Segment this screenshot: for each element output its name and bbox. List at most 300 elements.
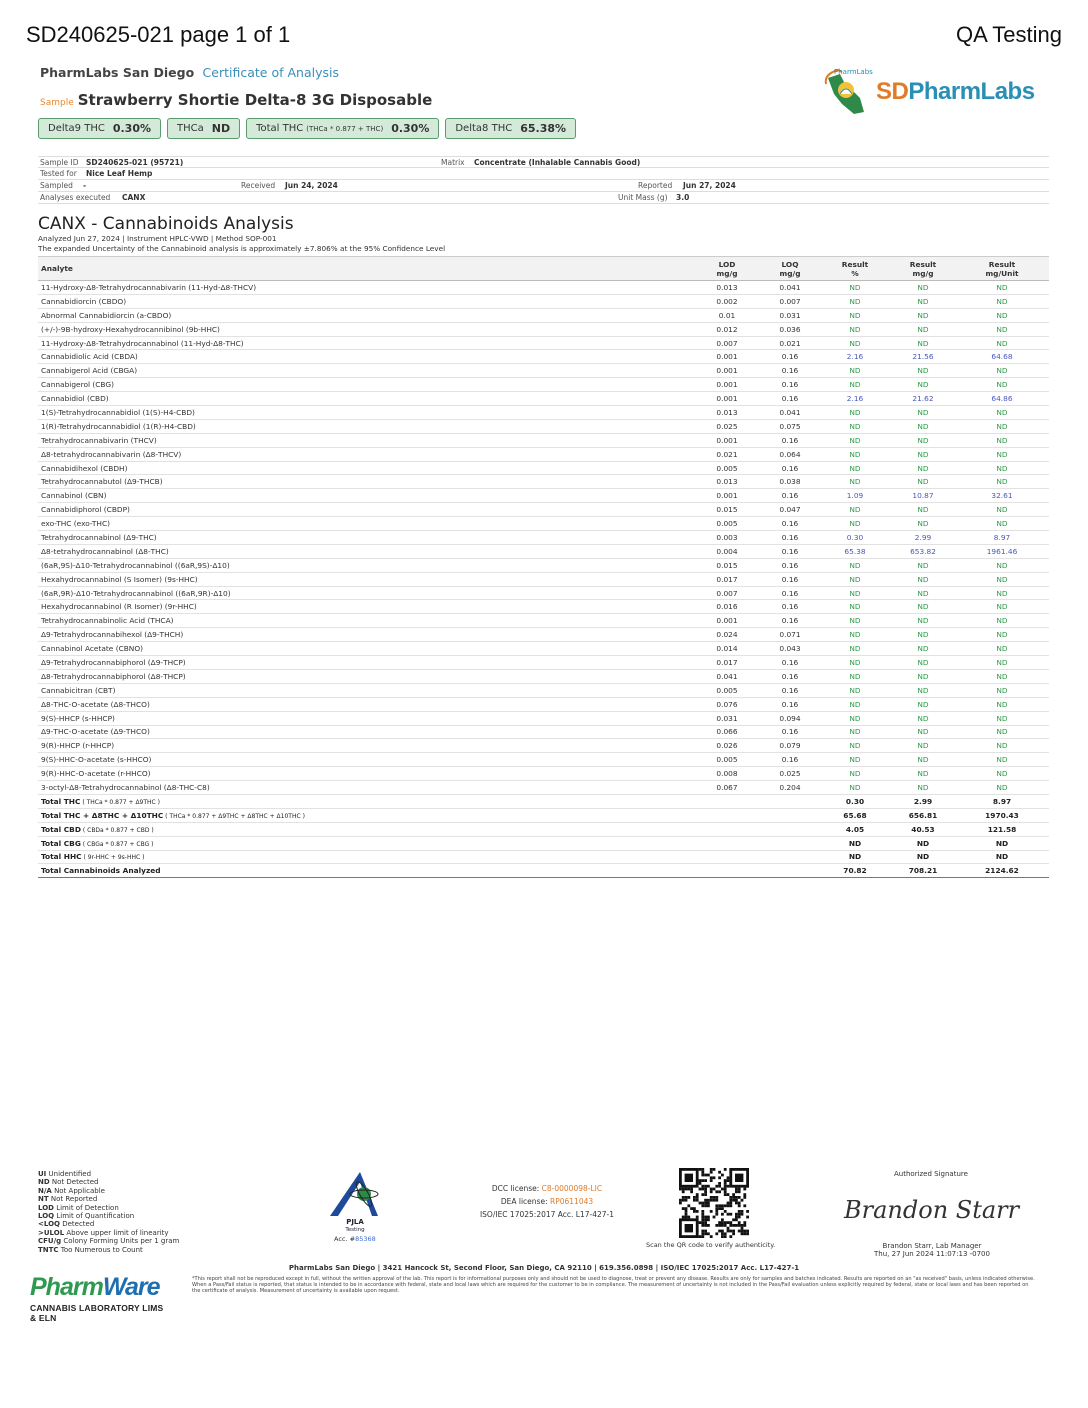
table-cell: 656.81	[891, 808, 955, 822]
table-cell: ND	[819, 628, 891, 642]
lab-line	[40, 65, 339, 80]
table-cell: ND	[955, 447, 1049, 461]
table-cell: 0.076	[693, 697, 761, 711]
footer-disclaimer: *This report shall not be reproduced except in full, without the written approval of the lab. This report is for informational purposes only and should not be used to diagnose, treat or prevent any disease. Results are only for samples and batches indicated. Results are reported on an "as received" basis, unless indicated otherwise. When a Pass/Fail status is reported, that status is intended to be in accordance with federal, state and local laws which are required for the customer to be in compliance. The measurement of uncertainty is not included in the Pass/Fail evaluation unless explicitly required by federal, state or local laws and has been reported on the certificate of analysis. Measurement of uncertainty is available upon request.	[192, 1276, 1035, 1294]
table-cell: ND	[955, 336, 1049, 350]
table-cell: ND	[819, 419, 891, 433]
table-cell: ND	[955, 642, 1049, 656]
signature-heading: Authorized Signature	[894, 1170, 968, 1178]
table-cell	[761, 794, 819, 808]
table-cell: 9(S)-HHCP (s-HHCP)	[38, 711, 693, 725]
table-cell: ND	[819, 753, 891, 767]
table-cell: ND	[819, 711, 891, 725]
table-body	[38, 281, 1049, 878]
table-cell: ND	[955, 628, 1049, 642]
table-cell: exo-THC (exo-THC)	[38, 517, 693, 531]
table-cell: ND	[819, 669, 891, 683]
page-header-right: QA Testing	[956, 22, 1062, 47]
table-row	[38, 489, 1049, 503]
analysis-info: Analyzed Jun 27, 2024 | Instrument HPLC-VWD | Method SOP-001	[38, 234, 277, 243]
table-cell: ND	[955, 753, 1049, 767]
table-cell: 0.005	[693, 683, 761, 697]
table-cell: 9(R)-HHCP (r-HHCP)	[38, 739, 693, 753]
table-cell: 0.16	[761, 517, 819, 531]
table-cell: ND	[955, 503, 1049, 517]
table-cell	[761, 864, 819, 878]
table-cell: ND	[955, 850, 1049, 864]
table-row	[38, 697, 1049, 711]
table-cell: ND	[955, 308, 1049, 322]
summary-pills	[38, 118, 576, 139]
table-cell: ND	[891, 572, 955, 586]
pjla-logo-icon	[320, 1168, 390, 1220]
table-row	[38, 558, 1049, 572]
table-cell: Tetrahydrocannabutol (Δ9-THCB)	[38, 475, 693, 489]
table-cell: ND	[891, 711, 955, 725]
table-cell: 0.015	[693, 558, 761, 572]
table-cell: 0.16	[761, 392, 819, 406]
table-cell: ND	[891, 725, 955, 739]
table-cell: 0.071	[761, 628, 819, 642]
table-cell: ND	[819, 378, 891, 392]
table-cell: ND	[891, 642, 955, 656]
table-cell: ND	[955, 364, 1049, 378]
table-cell: ND	[891, 558, 955, 572]
column-header: Result mg/Unit	[955, 257, 1049, 281]
table-cell: ND	[955, 739, 1049, 753]
table-cell: ND	[819, 364, 891, 378]
handwritten-signature	[840, 1188, 1030, 1228]
table-cell: ND	[955, 378, 1049, 392]
table-cell: 0.041	[693, 669, 761, 683]
table-cell: ND	[891, 503, 955, 517]
table-cell: 0.025	[693, 419, 761, 433]
table-cell: Total HHC ( 9r-HHC + 9s-HHC )	[38, 850, 693, 864]
legend-item: >ULOL Above upper limit of linearity	[38, 1228, 169, 1237]
table-cell: 65.38	[819, 544, 891, 558]
table-cell	[761, 850, 819, 864]
table-cell: ND	[819, 656, 891, 670]
pjla-sub: Testing	[345, 1227, 365, 1233]
table-cell: 0.16	[761, 683, 819, 697]
table-cell: ND	[819, 461, 891, 475]
table-cell: 0.047	[761, 503, 819, 517]
sample-tag: Sample	[40, 98, 74, 108]
table-cell: 0.031	[693, 711, 761, 725]
table-cell: ND	[891, 447, 955, 461]
table-cell: Hexahydrocannabinol (S Isomer) (9s-HHC)	[38, 572, 693, 586]
table-cell: 0.001	[693, 489, 761, 503]
table-cell: 0.015	[693, 503, 761, 517]
page-title: SD240625-021 page 1 of 1	[26, 22, 291, 47]
table-cell: 0.031	[761, 308, 819, 322]
legend-item: LOQ Limit of Quantification	[38, 1212, 135, 1221]
logo-arc-text: PharmLabs	[834, 68, 873, 76]
table-cell	[693, 808, 761, 822]
table-cell: ND	[955, 725, 1049, 739]
table-cell: 0.007	[693, 586, 761, 600]
table-cell: 0.094	[761, 711, 819, 725]
verification-qr-code[interactable]	[679, 1168, 749, 1238]
table-cell: ND	[891, 600, 955, 614]
table-cell: 0.16	[761, 558, 819, 572]
table-cell: Δ8-tetrahydrocannabinol (Δ8-THC)	[38, 544, 693, 558]
table-cell	[693, 822, 761, 836]
table-cell: 21.62	[891, 392, 955, 406]
table-cell: ND	[955, 406, 1049, 420]
table-cell: 1(S)-Tetrahydrocannabidiol (1(S)-H4-CBD)	[38, 406, 693, 420]
table-cell: ND	[819, 614, 891, 628]
uncertainty-note: The expanded Uncertainty of the Cannabinoid analysis is approximately ±7.806% at the 95% Confidence Level	[38, 244, 446, 253]
table-cell: Total CBD ( CBDa * 0.877 + CBD )	[38, 822, 693, 836]
table-cell: ND	[891, 378, 955, 392]
table-cell: 0.026	[693, 739, 761, 753]
table-cell: Δ8-tetrahydrocannabivarin (Δ8-THCV)	[38, 447, 693, 461]
table-cell: 0.075	[761, 419, 819, 433]
column-header: Result %	[819, 257, 891, 281]
table-cell: ND	[955, 586, 1049, 600]
table-cell: 0.001	[693, 392, 761, 406]
table-cell: 0.043	[761, 642, 819, 656]
table-cell: 0.16	[761, 350, 819, 364]
table-cell: 0.16	[761, 600, 819, 614]
table-cell: 0.064	[761, 447, 819, 461]
table-cell: (6aR,9S)-Δ10-Tetrahydrocannabinol ((6aR,9S)-Δ10)	[38, 558, 693, 572]
table-row	[38, 781, 1049, 795]
table-row	[38, 281, 1049, 295]
pill-delta8-thc: Delta8 THC 65.38%	[445, 118, 576, 139]
table-cell: 21.56	[891, 350, 955, 364]
table-cell: 0.001	[693, 433, 761, 447]
total-row	[38, 794, 1049, 808]
table-cell: 0.004	[693, 544, 761, 558]
table-cell: ND	[955, 836, 1049, 850]
pjla-name: PJLA	[346, 1218, 364, 1226]
table-cell: 0.008	[693, 767, 761, 781]
sdpharmlabs-logo	[820, 64, 1060, 120]
table-cell: ND	[955, 683, 1049, 697]
table-cell: 0.16	[761, 461, 819, 475]
table-cell: 0.16	[761, 586, 819, 600]
pjla-accreditation-badge	[320, 1168, 390, 1248]
table-cell: 0.001	[693, 378, 761, 392]
table-row	[38, 322, 1049, 336]
document-type: Certificate of Analysis	[202, 65, 339, 80]
table-row	[38, 600, 1049, 614]
table-cell: 0.16	[761, 614, 819, 628]
table-cell: 0.013	[693, 281, 761, 295]
table-row	[38, 614, 1049, 628]
table-row	[38, 433, 1049, 447]
table-cell: 0.025	[761, 767, 819, 781]
table-cell: 0.30	[819, 794, 891, 808]
table-cell: 9(R)-HHC-O-acetate (r-HHCO)	[38, 767, 693, 781]
table-cell: ND	[955, 600, 1049, 614]
table-cell: ND	[819, 336, 891, 350]
table-cell: 8.97	[955, 531, 1049, 545]
table-cell: ND	[891, 475, 955, 489]
table-cell: ND	[819, 697, 891, 711]
table-cell: Total CBG ( CBGa * 0.877 + CBG )	[38, 836, 693, 850]
table-row	[38, 531, 1049, 545]
table-row	[38, 753, 1049, 767]
table-cell: Cannabidiphorol (CBDP)	[38, 503, 693, 517]
legend-item: LOD Limit of Detection	[38, 1203, 119, 1212]
table-cell: ND	[819, 322, 891, 336]
table-cell: ND	[891, 281, 955, 295]
table-row	[38, 503, 1049, 517]
table-cell: Δ9-Tetrahydrocannabiphorol (Δ9-THCP)	[38, 656, 693, 670]
table-cell: ND	[891, 364, 955, 378]
table-cell: ND	[955, 669, 1049, 683]
table-cell: ND	[955, 322, 1049, 336]
table-row	[38, 586, 1049, 600]
table-cell: ND	[955, 461, 1049, 475]
table-cell: ND	[891, 308, 955, 322]
pill-total-thc: Total THC (THCa * 0.877 + THC) 0.30%	[246, 118, 439, 139]
table-cell	[693, 864, 761, 878]
table-cell: Cannabicitran (CBT)	[38, 683, 693, 697]
cannabinoid-results-table	[38, 256, 1049, 878]
table-row	[38, 475, 1049, 489]
table-row	[38, 364, 1049, 378]
table-cell: ND	[819, 586, 891, 600]
table-cell: ND	[891, 767, 955, 781]
total-row	[38, 808, 1049, 822]
table-cell: ND	[955, 475, 1049, 489]
table-cell: ND	[891, 406, 955, 420]
table-cell: 10.87	[891, 489, 955, 503]
table-cell: ND	[955, 572, 1049, 586]
table-row	[38, 419, 1049, 433]
table-cell: 0.005	[693, 753, 761, 767]
table-cell: ND	[955, 433, 1049, 447]
table-row	[38, 308, 1049, 322]
table-cell: ND	[955, 697, 1049, 711]
table-cell: 32.61	[955, 489, 1049, 503]
table-cell: 0.021	[761, 336, 819, 350]
table-cell: 0.041	[761, 406, 819, 420]
table-cell: 1961.46	[955, 544, 1049, 558]
table-row	[38, 642, 1049, 656]
table-row	[38, 711, 1049, 725]
table-cell	[761, 822, 819, 836]
table-cell: ND	[819, 739, 891, 753]
table-cell: 0.041	[761, 281, 819, 295]
table-cell: 0.066	[693, 725, 761, 739]
table-cell: Δ9-THC-O-acetate (Δ9-THCO)	[38, 725, 693, 739]
section-title: CANX - Cannabinoids Analysis	[38, 214, 294, 234]
legend-item: CFU/g Colony Forming Units per 1 gram	[38, 1237, 180, 1246]
table-cell: 0.002	[693, 294, 761, 308]
pill-thca: THCa ND	[167, 118, 240, 139]
table-cell: ND	[891, 419, 955, 433]
table-row	[38, 572, 1049, 586]
table-cell: Cannabigerol Acid (CBGA)	[38, 364, 693, 378]
table-cell: 1970.43	[955, 808, 1049, 822]
table-cell: 2.16	[819, 392, 891, 406]
table-row	[38, 294, 1049, 308]
table-header-row	[38, 257, 1049, 281]
table-cell: 0.005	[693, 461, 761, 475]
table-cell: 0.001	[693, 350, 761, 364]
table-cell: 708.21	[891, 864, 955, 878]
table-cell: 0.038	[761, 475, 819, 489]
table-cell	[693, 836, 761, 850]
table-cell: 0.012	[693, 322, 761, 336]
table-cell: ND	[891, 753, 955, 767]
table-cell: 9(S)-HHC-O-acetate (s-HHCO)	[38, 753, 693, 767]
table-cell: 0.16	[761, 544, 819, 558]
table-cell: Tetrahydrocannabinol (Δ9-THC)	[38, 531, 693, 545]
table-row	[38, 739, 1049, 753]
table-row	[38, 544, 1049, 558]
table-cell: ND	[955, 517, 1049, 531]
table-cell: ND	[891, 322, 955, 336]
table-cell: ND	[891, 517, 955, 531]
svg-text:Brandon Starr: Brandon Starr	[844, 1196, 1020, 1224]
table-row	[38, 406, 1049, 420]
table-cell: Hexahydrocannabinol (R Isomer) (9r-HHC)	[38, 600, 693, 614]
table-cell: ND	[819, 683, 891, 697]
table-cell: Tetrahydrocannabivarin (THCV)	[38, 433, 693, 447]
table-cell	[761, 836, 819, 850]
table-cell: Cannabigerol (CBG)	[38, 378, 693, 392]
table-cell: ND	[819, 447, 891, 461]
dcc-license: C8-0000098-LIC	[541, 1184, 603, 1193]
legend-item: NT Not Reported	[38, 1195, 98, 1204]
table-cell: 0.16	[761, 572, 819, 586]
total-row	[38, 864, 1049, 878]
table-cell: ND	[955, 614, 1049, 628]
table-cell: 653.82	[891, 544, 955, 558]
table-cell: 2.99	[891, 794, 955, 808]
table-cell: 0.013	[693, 475, 761, 489]
pill-delta9-thc: Delta9 THC 0.30%	[38, 118, 161, 139]
table-row	[38, 517, 1049, 531]
california-logo-icon	[820, 64, 880, 120]
table-cell: Total THC ( THCa * 0.877 + Δ9THC )	[38, 794, 693, 808]
table-cell: 11-Hydroxy-Δ8-Tetrahydrocannabivarin (11-Hyd-Δ8-THCV)	[38, 281, 693, 295]
footer-address: PharmLabs San Diego | 3421 Hancock St, Second Floor, San Diego, CA 92110 | 619.356.0898 | ISO/IEC 17025:2017 Acc. L17-427-1	[288, 1264, 800, 1272]
table-cell: 0.079	[761, 739, 819, 753]
total-row	[38, 850, 1049, 864]
table-cell: ND	[819, 600, 891, 614]
table-cell: ND	[819, 850, 891, 864]
table-cell: ND	[819, 642, 891, 656]
column-header: LOD mg/g	[693, 257, 761, 281]
table-cell: Δ8-Tetrahydrocannabiphorol (Δ8-THCP)	[38, 669, 693, 683]
table-cell: 0.017	[693, 656, 761, 670]
total-row	[38, 822, 1049, 836]
table-cell: ND	[819, 406, 891, 420]
table-cell: 8.97	[955, 794, 1049, 808]
table-cell: 0.003	[693, 531, 761, 545]
table-row	[38, 378, 1049, 392]
table-cell: ND	[819, 517, 891, 531]
table-cell: 0.007	[693, 336, 761, 350]
table-cell: 0.014	[693, 642, 761, 656]
legend-item: N/A Not Applicable	[38, 1186, 105, 1195]
table-cell: ND	[891, 850, 955, 864]
table-cell: 0.007	[761, 294, 819, 308]
table-cell: 0.001	[693, 614, 761, 628]
table-cell: 0.16	[761, 725, 819, 739]
legend-item: UI Unidentified	[38, 1170, 92, 1178]
table-cell: ND	[955, 419, 1049, 433]
table-cell: 40.53	[891, 822, 955, 836]
sample-metadata: Sample ID SD240625-021 (95721) Matrix Concentrate (Inhalable Cannabis Good) Tested for Nice Leaf Hemp Sampled - Received Jun 24, 2024 Reported Jun 27, 2024 Analyses executed CANX Unit Mass (g) 3.0	[38, 156, 1049, 204]
table-cell: 1.09	[819, 489, 891, 503]
table-cell: ND	[891, 628, 955, 642]
table-row	[38, 669, 1049, 683]
table-cell	[761, 808, 819, 822]
table-cell: Δ9-Tetrahydrocannabihexol (Δ9-THCH)	[38, 628, 693, 642]
table-cell	[693, 794, 761, 808]
sample-name: Strawberry Shortie Delta-8 3G Disposable	[77, 91, 433, 109]
table-cell: 0.16	[761, 697, 819, 711]
table-cell: ND	[819, 781, 891, 795]
table-cell: Cannabidiolic Acid (CBDA)	[38, 350, 693, 364]
total-row	[38, 836, 1049, 850]
logo-text: SDPharmLabs	[876, 78, 1035, 105]
table-cell: Cannabinol Acetate (CBNO)	[38, 642, 693, 656]
table-cell: ND	[891, 461, 955, 475]
table-cell: 0.16	[761, 531, 819, 545]
table-cell: 2124.62	[955, 864, 1049, 878]
table-cell: 0.024	[693, 628, 761, 642]
table-cell: 0.16	[761, 669, 819, 683]
dea-license: RP0611043	[550, 1197, 594, 1206]
table-cell: Cannabinol (CBN)	[38, 489, 693, 503]
table-cell: ND	[819, 767, 891, 781]
table-cell: ND	[891, 781, 955, 795]
table-row	[38, 461, 1049, 475]
table-cell: 2.16	[819, 350, 891, 364]
table-cell: Abnormal Cannabidiorcin (a-CBDO)	[38, 308, 693, 322]
table-cell: 0.16	[761, 433, 819, 447]
table-cell: ND	[819, 294, 891, 308]
table-cell: 0.16	[761, 489, 819, 503]
table-cell: ND	[955, 558, 1049, 572]
legend-item: TNTC Too Numerous to Count	[38, 1245, 143, 1254]
table-cell: 65.68	[819, 808, 891, 822]
table-cell: Tetrahydrocannabinolic Acid (THCA)	[38, 614, 693, 628]
legend-item: <LOQ Detected	[38, 1220, 95, 1229]
table-cell: ND	[955, 294, 1049, 308]
table-cell: 121.58	[955, 822, 1049, 836]
sample-line	[40, 91, 432, 109]
pjla-acc: Acc. #85368	[334, 1235, 376, 1243]
table-cell: Δ8-THC-O-acetate (Δ8-THCO)	[38, 697, 693, 711]
table-cell: 0.204	[761, 781, 819, 795]
table-cell: Cannabidiorcin (CBDO)	[38, 294, 693, 308]
table-row	[38, 767, 1049, 781]
table-cell: ND	[891, 739, 955, 753]
table-cell: ND	[891, 336, 955, 350]
table-cell: 0.16	[761, 364, 819, 378]
column-header: Result mg/g	[891, 257, 955, 281]
table-cell: ND	[819, 433, 891, 447]
lab-name: PharmLabs San Diego	[40, 65, 195, 80]
table-cell: 0.067	[693, 781, 761, 795]
table-cell	[693, 850, 761, 864]
table-cell: 0.005	[693, 517, 761, 531]
table-row	[38, 683, 1049, 697]
qr-caption: Scan the QR code to verify authenticity.	[646, 1241, 776, 1249]
table-cell: 0.021	[693, 447, 761, 461]
table-cell: 0.013	[693, 406, 761, 420]
